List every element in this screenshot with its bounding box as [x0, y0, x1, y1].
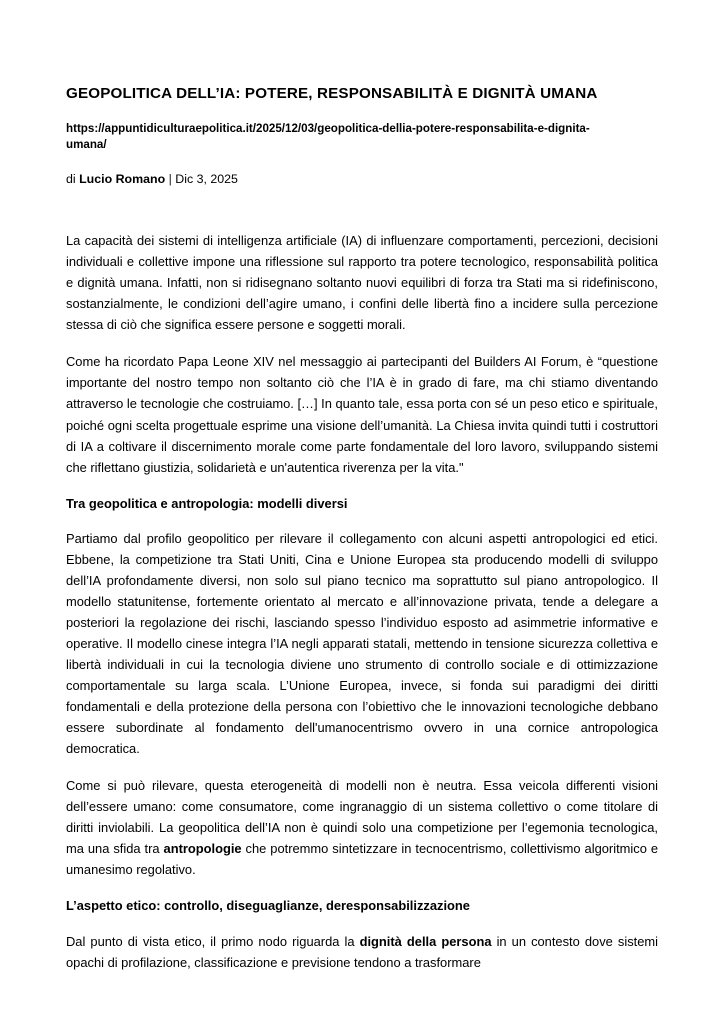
- paragraph-text: Dal punto di vista etico, il primo nodo riguarda la: [66, 933, 360, 949]
- section-heading: L’aspetto etico: controllo, diseguaglianze, deresponsabilizzazione: [66, 898, 470, 914]
- emphasis-antropologie: antropologie: [163, 841, 242, 857]
- section-heading: Tra geopolitica e antropologia: modelli diversi: [66, 495, 348, 511]
- article-url[interactable]: https://appuntidiculturaepolitica.it/2025/12/03/geopolitica-dellia-potere-responsabilita-e-dignita-umana/: [66, 122, 590, 152]
- paragraph-text: Come si può rilevare, questa eterogeneità di modelli non è neutra. Essa veicola differenti visioni dell’essere umano: come consumatore, come ingranaggio di un sistema collettivo o come titolare di diritti inviolabili. La geopolitica dell’IA non è quindi solo una competizione per l’egemonia tecnologica, ma una sfida tra: [66, 778, 658, 857]
- body-paragraph: La capacità dei sistemi di intelligenza artificiale (IA) di influenzare comportamenti, percezioni, decisioni individuali e collettive impone una riflessione sul rapporto tra potere tecnologico, responsabilità politica e dignità umana. Infatti, non si ridisegnano soltanto nuovi equilibri di forza tra Stati ma si ridefiniscono, sostanzialmente, le condizioni dell’agire umano, i confini delle libertà fino a incidere sulla percezione stessa di ciò che significa essere persone e soggetti morali.: [66, 233, 658, 333]
- paragraph-text: che potremmo sintetizzare in tecnocentrismo, collettivismo algoritmico e umanesimo regolativo.: [66, 841, 658, 878]
- body-paragraph: [66, 931, 658, 973]
- byline-author: Lucio Romano: [79, 171, 166, 186]
- body-paragraph: [66, 775, 658, 880]
- byline-separator: |: [165, 171, 176, 186]
- byline-date: Dic 3, 2025: [175, 171, 238, 186]
- paragraph-text: in un contesto dove sistemi opachi di profilazione, classificazione e previsione tendono a trasformare: [66, 933, 658, 970]
- page-title: GEOPOLITICA DELL’IA: POTERE, RESPONSABILITÀ E DIGNITÀ UMANA: [66, 85, 598, 102]
- emphasis-dignita-della-persona: dignità della persona: [359, 933, 492, 949]
- body-paragraph: Partiamo dal profilo geopolitico per rilevare il collegamento con alcuni aspetti antropologici ed etici. Ebbene, la competizione tra Stati Uniti, Cina e Unione Europea sta producendo modelli di sviluppo dell’IA profondamente diversi, non solo sul piano tecnico ma soprattutto sul piano antropologico. Il modello statunitense, fortemente orientato al mercato e all’innovazione privata, tende a delegare a posteriori la regolazione dei rischi, lasciando spesso l’individuo esposto ad asimmetrie informative e operative. Il modello cinese integra l’IA negli apparati statali, mettendo in tensione sicurezza collettiva e libertà individuali in cui la tecnologia diviene uno strumento di controllo sociale e di ottimizzazione comportamentale su larga scala. L’Unione Europea, invece, si fonda sui paradigmi dei diritti fondamentali e della protezione della persona con l’obiettivo che le innovazioni tecnologiche debbano essere subordinate al fondamento dell'umanocentrismo ovvero in una cornice antropologica democratica.: [66, 530, 658, 757]
- byline: [66, 171, 658, 188]
- body-paragraph: Come ha ricordato Papa Leone XIV nel messaggio ai partecipanti del Builders AI Forum, è “questione importante del nostro tempo non soltanto ciò che l’IA è in grado di fare, ma chi stiamo diventando attraverso le tecnologie che costruiamo. […] In quanto tale, essa porta con sé un peso etico e spirituale, poiché ogni scelta progettuale esprime una visione dell’umanità. La Chiesa invita quindi tutti i costruttori di IA a coltivare il discernimento morale come parte fondamentale del loro lavoro, sviluppando sistemi che riflettano giustizia, solidarietà e un'autentica riverenza per la vita.": [66, 354, 658, 475]
- byline-prefix: di: [66, 171, 80, 186]
